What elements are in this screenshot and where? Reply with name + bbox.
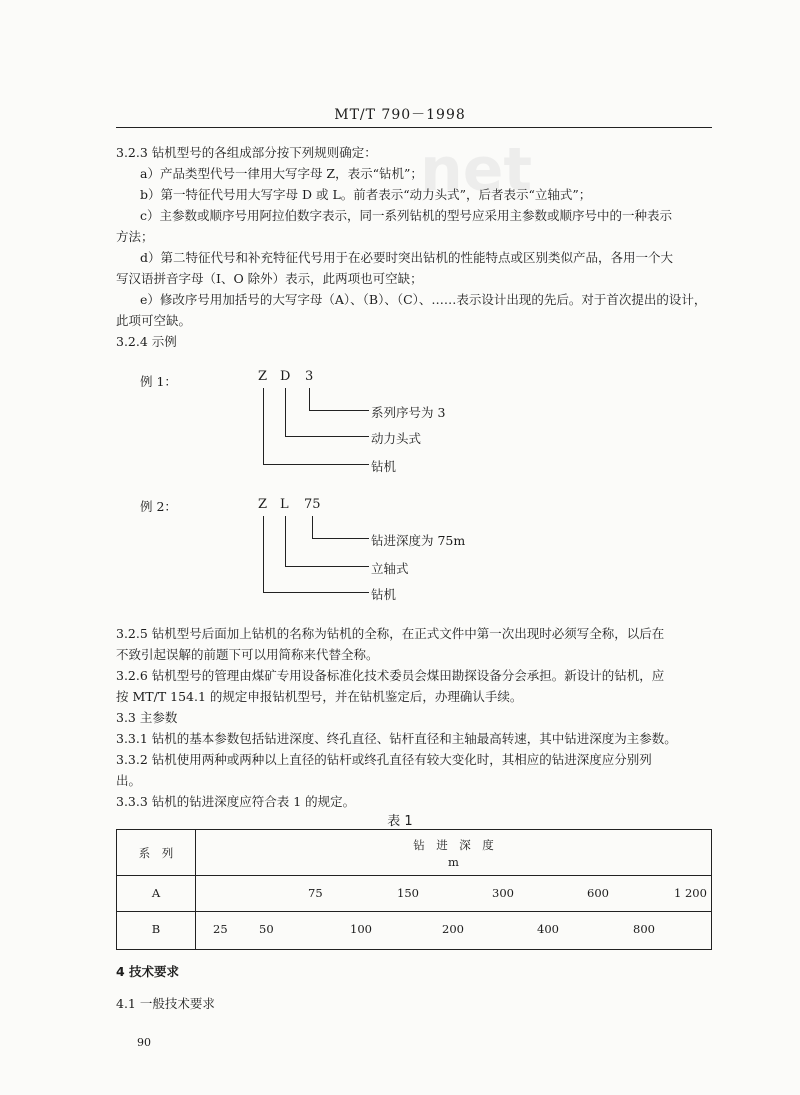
example-1-label: 例 1： xyxy=(140,374,177,389)
table-row-b-value: 50 xyxy=(259,922,274,936)
clause-3-2-5-line2: 不致引起误解的前题下可以用简称来代替全称。 xyxy=(116,647,379,662)
table-row-b-value: 200 xyxy=(442,922,464,936)
example-1-code-d: D xyxy=(280,369,291,384)
depth-table xyxy=(116,829,712,950)
example-2-leader-75-horizontal xyxy=(312,538,369,539)
clause-4-1-title: 4.1 一般技术要求 xyxy=(116,996,215,1011)
example-2-code-75: 75 xyxy=(304,497,321,512)
example-2-leader-75-vertical xyxy=(312,516,313,538)
table-header-series: 系 列 xyxy=(138,846,174,860)
table-row-b-value: 400 xyxy=(537,922,559,936)
example-1-leader-d-horizontal xyxy=(285,436,369,437)
table-header-depth: 钻 进 深 度 xyxy=(413,838,494,852)
example-1-leader-3-vertical xyxy=(309,388,310,410)
section-4-title: 4 技术要求 xyxy=(116,964,180,979)
clause-3-2-3-a: a）产品类型代号一律用大写字母 Z，表示“钻机”； xyxy=(140,166,423,181)
page-header-code: MT/T 790－1998 xyxy=(334,107,466,123)
example-2-label: 例 2： xyxy=(140,499,177,514)
example-2-label-drill: 钻机 xyxy=(371,587,397,602)
clause-3-2-3-e-line2: 此项可空缺。 xyxy=(116,313,192,328)
example-2-label-depth: 钻进深度为 75m xyxy=(371,533,466,548)
table-row-a-value: 300 xyxy=(492,886,514,900)
example-2-code-z: Z xyxy=(258,497,268,512)
header-rule xyxy=(116,127,712,128)
table-row-a-value: 150 xyxy=(397,886,419,900)
clause-3-2-5-line1: 3.2.5 钻机型号后面加上钻机的名称为钻机的全称，在正式文件中第一次出现时必须写全称，以后在 xyxy=(116,626,665,641)
clause-3-2-3-title: 3.2.3 钻机型号的各组成部分按下列规则确定： xyxy=(116,145,377,160)
clause-3-2-3-d-line1: d）第二特征代号和补充特征代号用于在必要时突出钻机的性能特点或区别类似产品，各用一个大 xyxy=(140,250,674,265)
example-2-leader-z-vertical xyxy=(263,516,264,592)
section-3-3-title: 3.3 主参数 xyxy=(116,710,178,725)
clause-3-2-3-b: b）第一特征代号用大写字母 D 或 L。前者表示“动力头式”，后者表示“立轴式”； xyxy=(140,187,592,202)
clause-3-2-3-e-line1: e）修改序号用加括号的大写字母（A）、（B）、（C）、……表示设计出现的先后。对于首次提出的设计， xyxy=(140,292,707,307)
example-2-leader-z-horizontal xyxy=(263,592,369,593)
table-row-a-value: 1 200 xyxy=(674,886,707,900)
example-1-leader-d-vertical xyxy=(285,388,286,436)
clause-3-2-3-c-line1: c）主参数或顺序号用阿拉伯数字表示，同一系列钻机的型号应采用主参数或顺序号中的一种表示 xyxy=(140,208,673,223)
example-1-label-drill: 钻机 xyxy=(371,459,397,474)
example-2-code-l: L xyxy=(280,497,289,512)
table-row-a-value: 75 xyxy=(308,886,323,900)
clause-3-3-1: 3.3.1 钻机的基本参数包括钻进深度、终孔直径、钻杆直径和主轴最高转速，其中钻进深度为主参数。 xyxy=(116,731,677,746)
example-1-leader-z-vertical xyxy=(263,388,264,464)
table-row-a-value: 600 xyxy=(587,886,609,900)
table-row-a-label: A xyxy=(151,886,161,900)
table-rule-header xyxy=(117,875,711,876)
example-2-label-vertical-shaft: 立轴式 xyxy=(371,561,409,576)
table-caption: 表 1 xyxy=(387,814,413,829)
clause-3-2-6-line1: 3.2.6 钻机型号的管理由煤矿专用设备标准化技术委员会煤田勘探设备分会承担。新设计的钻机，应 xyxy=(116,668,665,683)
example-2-leader-l-vertical xyxy=(285,516,286,566)
example-1-leader-3-horizontal xyxy=(309,410,369,411)
table-rule-row xyxy=(117,911,711,912)
table-header-unit: m xyxy=(448,855,459,869)
example-1-code-z: Z xyxy=(258,369,268,384)
example-1-label-series: 系列序号为 3 xyxy=(371,405,446,420)
clause-3-2-3-d-line2: 写汉语拼音字母（I、O 除外）表示，此两项也可空缺； xyxy=(116,271,423,286)
table-row-b-value: 800 xyxy=(633,922,655,936)
clause-3-3-3: 3.3.3 钻机的钻进深度应符合表 1 的规定。 xyxy=(116,794,356,809)
table-row-b-label: B xyxy=(151,922,161,936)
clause-3-2-3-c-line2: 方法； xyxy=(116,229,154,244)
table-row-b-value: 25 xyxy=(213,922,228,936)
watermark: net xyxy=(420,135,533,205)
table-row-b-value: 100 xyxy=(350,922,372,936)
example-1-label-power-head: 动力头式 xyxy=(371,431,422,446)
example-1-leader-z-horizontal xyxy=(263,464,369,465)
clause-3-3-2-line2: 出。 xyxy=(116,773,142,788)
clause-3-2-6-line2: 按 MT/T 154.1 的规定申报钻机型号，并在钻机鉴定后，办理确认手续。 xyxy=(116,689,523,704)
clause-3-3-2-line1: 3.3.2 钻机使用两种或两种以上直径的钻杆或终孔直径有较大变化时，其相应的钻进深度应分别列 xyxy=(116,752,652,767)
page-number: 90 xyxy=(137,1036,151,1049)
example-1-code-3: 3 xyxy=(305,369,314,384)
clause-3-2-4-title: 3.2.4 示例 xyxy=(116,334,177,349)
example-2-leader-l-horizontal xyxy=(285,566,369,567)
